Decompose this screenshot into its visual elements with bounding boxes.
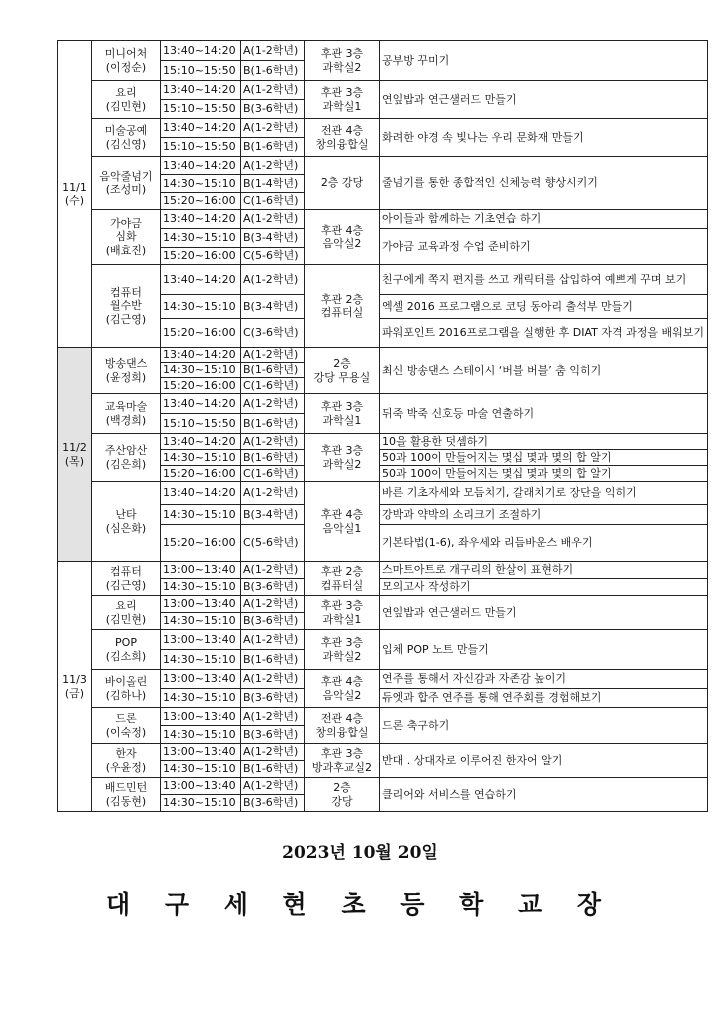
grade-group: B(1-6학년) (241, 61, 305, 81)
grade-group: B(3-6학년) (241, 689, 305, 708)
grade-group: B(1-6학년) (241, 650, 305, 670)
schedule-table (57, 40, 708, 812)
time-slot: 13:00~13:40 (161, 562, 241, 579)
time-slot: 14:30~15:10 (161, 229, 241, 248)
grade-group: B(3-6학년) (241, 100, 305, 119)
grade-group: C(1-6학년) (241, 193, 305, 210)
grade-group: C(5-6학년) (241, 525, 305, 562)
time-slot: 14:30~15:10 (161, 505, 241, 525)
table-row (58, 596, 708, 613)
place: 후관 2층 컴퓨터실 (305, 265, 380, 348)
time-slot: 13:40~14:20 (161, 119, 241, 138)
club-name: 배드민턴 (김동현) (92, 778, 161, 812)
time-slot: 14:30~15:10 (161, 689, 241, 708)
grade-group: A(1-2학년) (241, 41, 305, 61)
activity: 스마트아트로 개구리의 한살이 표현하기 (380, 562, 708, 579)
table-row (58, 348, 708, 363)
time-slot: 13:40~14:20 (161, 210, 241, 229)
place: 후관 4층 음악실1 (305, 482, 380, 562)
time-slot: 15:20~16:00 (161, 466, 241, 482)
table-row (58, 708, 708, 726)
time-slot: 13:40~14:20 (161, 265, 241, 295)
table-row (58, 630, 708, 650)
time-slot: 15:10~15:50 (161, 414, 241, 434)
activity: 10을 활용한 덧셈하기 (380, 434, 708, 450)
time-slot: 13:00~13:40 (161, 778, 241, 795)
grade-group: C(5-6학년) (241, 248, 305, 265)
time-slot: 13:40~14:20 (161, 482, 241, 505)
place: 후관 4층 음악실2 (305, 210, 380, 265)
table-row (58, 81, 708, 100)
time-slot: 13:00~13:40 (161, 744, 241, 761)
grade-group: B(1-4학년) (241, 175, 305, 193)
grade-group: A(1-2학년) (241, 157, 305, 175)
time-slot: 15:10~15:50 (161, 100, 241, 119)
table-row (58, 210, 708, 229)
place: 후관 3층 과학실2 (305, 41, 380, 81)
time-slot: 14:30~15:10 (161, 795, 241, 812)
club-name: 교육마술 (백경희) (92, 394, 161, 434)
grade-group: A(1-2학년) (241, 434, 305, 450)
time-slot: 13:40~14:20 (161, 434, 241, 450)
time-slot: 13:40~14:20 (161, 394, 241, 414)
grade-group: B(3-4학년) (241, 295, 305, 319)
grade-group: A(1-2학년) (241, 670, 305, 689)
club-name: 난타 (심은화) (92, 482, 161, 562)
place: 2층 강당 (305, 778, 380, 812)
day-label: 11/1 (수) (58, 41, 92, 348)
place: 후관 2층 컴퓨터실 (305, 562, 380, 596)
grade-group: B(1-6학년) (241, 450, 305, 466)
time-slot: 13:40~14:20 (161, 41, 241, 61)
time-slot: 14:30~15:10 (161, 726, 241, 744)
time-slot: 13:00~13:40 (161, 670, 241, 689)
club-name: 주산암산 (김은희) (92, 434, 161, 482)
activity: 최신 방송댄스 스테이시 ‘버블 버블’ 춤 익히기 (380, 348, 708, 394)
activity: 줄넘기를 통한 종합적인 신체능력 향상시키기 (380, 157, 708, 210)
club-name: 한자 (우윤정) (92, 744, 161, 778)
time-slot: 14:30~15:10 (161, 450, 241, 466)
table-row (58, 778, 708, 795)
table-row (58, 41, 708, 61)
activity: 엑셀 2016 프로그램으로 코딩 동아리 출석부 만들기 (380, 295, 708, 319)
grade-group: C(3-6학년) (241, 319, 305, 348)
activity: 가야금 교육과정 수업 준비하기 (380, 229, 708, 265)
time-slot: 14:30~15:10 (161, 295, 241, 319)
grade-group: B(3-6학년) (241, 579, 305, 596)
place: 2층 강당 무용실 (305, 348, 380, 394)
schedule-body (58, 41, 708, 812)
place: 후관 3층 과학실1 (305, 394, 380, 434)
time-slot: 14:30~15:10 (161, 579, 241, 596)
place: 후관 3층 과학실2 (305, 630, 380, 670)
club-name: 바이올린 (김하나) (92, 670, 161, 708)
time-slot: 15:10~15:50 (161, 61, 241, 81)
activity: 기본타법(1-6), 좌우세와 리듬바운스 배우기 (380, 525, 708, 562)
time-slot: 14:30~15:10 (161, 761, 241, 778)
table-row (58, 482, 708, 505)
activity: 화려한 야경 속 빛나는 우리 문화재 만들기 (380, 119, 708, 157)
time-slot: 13:40~14:20 (161, 81, 241, 100)
club-name: 방송댄스 (윤정희) (92, 348, 161, 394)
grade-group: B(3-6학년) (241, 613, 305, 630)
time-slot: 14:30~15:10 (161, 175, 241, 193)
time-slot: 13:00~13:40 (161, 630, 241, 650)
place: 전관 4층 창의융합실 (305, 708, 380, 744)
time-slot: 15:20~16:00 (161, 525, 241, 562)
activity: 연주를 통해서 자신감과 자존감 높이기 (380, 670, 708, 689)
place: 2층 강당 (305, 157, 380, 210)
activity: 강박과 약박의 소리크기 조절하기 (380, 505, 708, 525)
grade-group: A(1-2학년) (241, 119, 305, 138)
activity: 모의고사 작성하기 (380, 579, 708, 596)
grade-group: A(1-2학년) (241, 265, 305, 295)
place: 후관 3층 방과후교실2 (305, 744, 380, 778)
activity: 드론 축구하기 (380, 708, 708, 744)
table-row (58, 670, 708, 689)
day-label: 11/2 (목) (58, 348, 92, 562)
grade-group: B(3-4학년) (241, 229, 305, 248)
time-slot: 15:20~16:00 (161, 193, 241, 210)
activity: 연잎밥과 연근샐러드 만들기 (380, 596, 708, 630)
grade-group: A(1-2학년) (241, 348, 305, 363)
table-row (58, 265, 708, 295)
table-row (58, 394, 708, 414)
club-name: POP (김소희) (92, 630, 161, 670)
place: 후관 3층 과학실1 (305, 596, 380, 630)
time-slot: 13:00~13:40 (161, 596, 241, 613)
club-name: 컴퓨터 (김근영) (92, 562, 161, 596)
activity: 바른 기초자세와 모듬치기, 갈래치기로 장단을 익히기 (380, 482, 708, 505)
grade-group: A(1-2학년) (241, 630, 305, 650)
grade-group: A(1-2학년) (241, 562, 305, 579)
table-row (58, 434, 708, 450)
club-name: 미술공예 (김신영) (92, 119, 161, 157)
activity: 입체 POP 노트 만들기 (380, 630, 708, 670)
activity: 듀엣과 합주 연주를 통해 연주회를 경험해보기 (380, 689, 708, 708)
grade-group: A(1-2학년) (241, 778, 305, 795)
grade-group: A(1-2학년) (241, 210, 305, 229)
grade-group: A(1-2학년) (241, 708, 305, 726)
club-name: 가야금 심화 (배효진) (92, 210, 161, 265)
activity: 클리어와 서비스를 연습하기 (380, 778, 708, 812)
grade-group: C(1-6학년) (241, 378, 305, 394)
grade-group: B(1-6학년) (241, 138, 305, 157)
time-slot: 13:40~14:20 (161, 157, 241, 175)
activity: 연잎밥과 연근샐러드 만들기 (380, 81, 708, 119)
activity: 뒤죽 박죽 신호등 마술 연출하기 (380, 394, 708, 434)
grade-group: B(1-6학년) (241, 761, 305, 778)
grade-group: C(1-6학년) (241, 466, 305, 482)
time-slot: 13:00~13:40 (161, 708, 241, 726)
club-name: 드론 (이숙정) (92, 708, 161, 744)
place: 후관 4층 음악실2 (305, 670, 380, 708)
table-row (58, 562, 708, 579)
grade-group: A(1-2학년) (241, 81, 305, 100)
table-row (58, 744, 708, 761)
grade-group: B(3-6학년) (241, 795, 305, 812)
grade-group: A(1-2학년) (241, 394, 305, 414)
grade-group: A(1-2학년) (241, 482, 305, 505)
grade-group: B(3-6학년) (241, 726, 305, 744)
place: 후관 3층 과학실2 (305, 434, 380, 482)
grade-group: A(1-2학년) (241, 596, 305, 613)
activity: 50과 100이 만들어지는 몇십 몇과 몇의 합 알기 (380, 450, 708, 466)
activity: 50과 100이 만들어지는 몇십 몇과 몇의 합 알기 (380, 466, 708, 482)
club-name: 컴퓨터 월수반 (김근영) (92, 265, 161, 348)
activity: 친구에게 쪽지 편지를 쓰고 캐릭터를 삽입하여 예쁘게 꾸며 보기 (380, 265, 708, 295)
activity: 공부방 꾸미기 (380, 41, 708, 81)
time-slot: 15:20~16:00 (161, 319, 241, 348)
activity: 아이들과 함께하는 기초연습 하기 (380, 210, 708, 229)
place: 전관 4층 창의융합실 (305, 119, 380, 157)
time-slot: 13:40~14:20 (161, 348, 241, 363)
club-name: 음악줄넘기 (조성미) (92, 157, 161, 210)
table-row (58, 157, 708, 175)
grade-group: B(1-6학년) (241, 363, 305, 378)
grade-group: B(3-4학년) (241, 505, 305, 525)
activity: 파워포인트 2016프로그램을 실행한 후 DIAT 자격 과정을 배워보기 (380, 319, 708, 348)
club-name: 요리 (김민현) (92, 81, 161, 119)
time-slot: 14:30~15:10 (161, 613, 241, 630)
time-slot: 15:10~15:50 (161, 138, 241, 157)
activity: 반대 . 상대자로 이루어진 한자어 알기 (380, 744, 708, 778)
place: 후관 3층 과학실1 (305, 81, 380, 119)
issue-date: 2023년 10월 20일 (282, 843, 438, 863)
table-row (58, 119, 708, 138)
club-name: 미니어처 (이정순) (92, 41, 161, 81)
time-slot: 14:30~15:10 (161, 363, 241, 378)
time-slot: 15:20~16:00 (161, 248, 241, 265)
club-name: 요리 (김민현) (92, 596, 161, 630)
grade-group: B(1-6학년) (241, 414, 305, 434)
time-slot: 15:20~16:00 (161, 378, 241, 394)
day-label: 11/3 (금) (58, 562, 92, 812)
grade-group: A(1-2학년) (241, 744, 305, 761)
time-slot: 14:30~15:10 (161, 650, 241, 670)
principal-signature: 대 구 세 현 초 등 학 교 장 (106, 890, 614, 919)
